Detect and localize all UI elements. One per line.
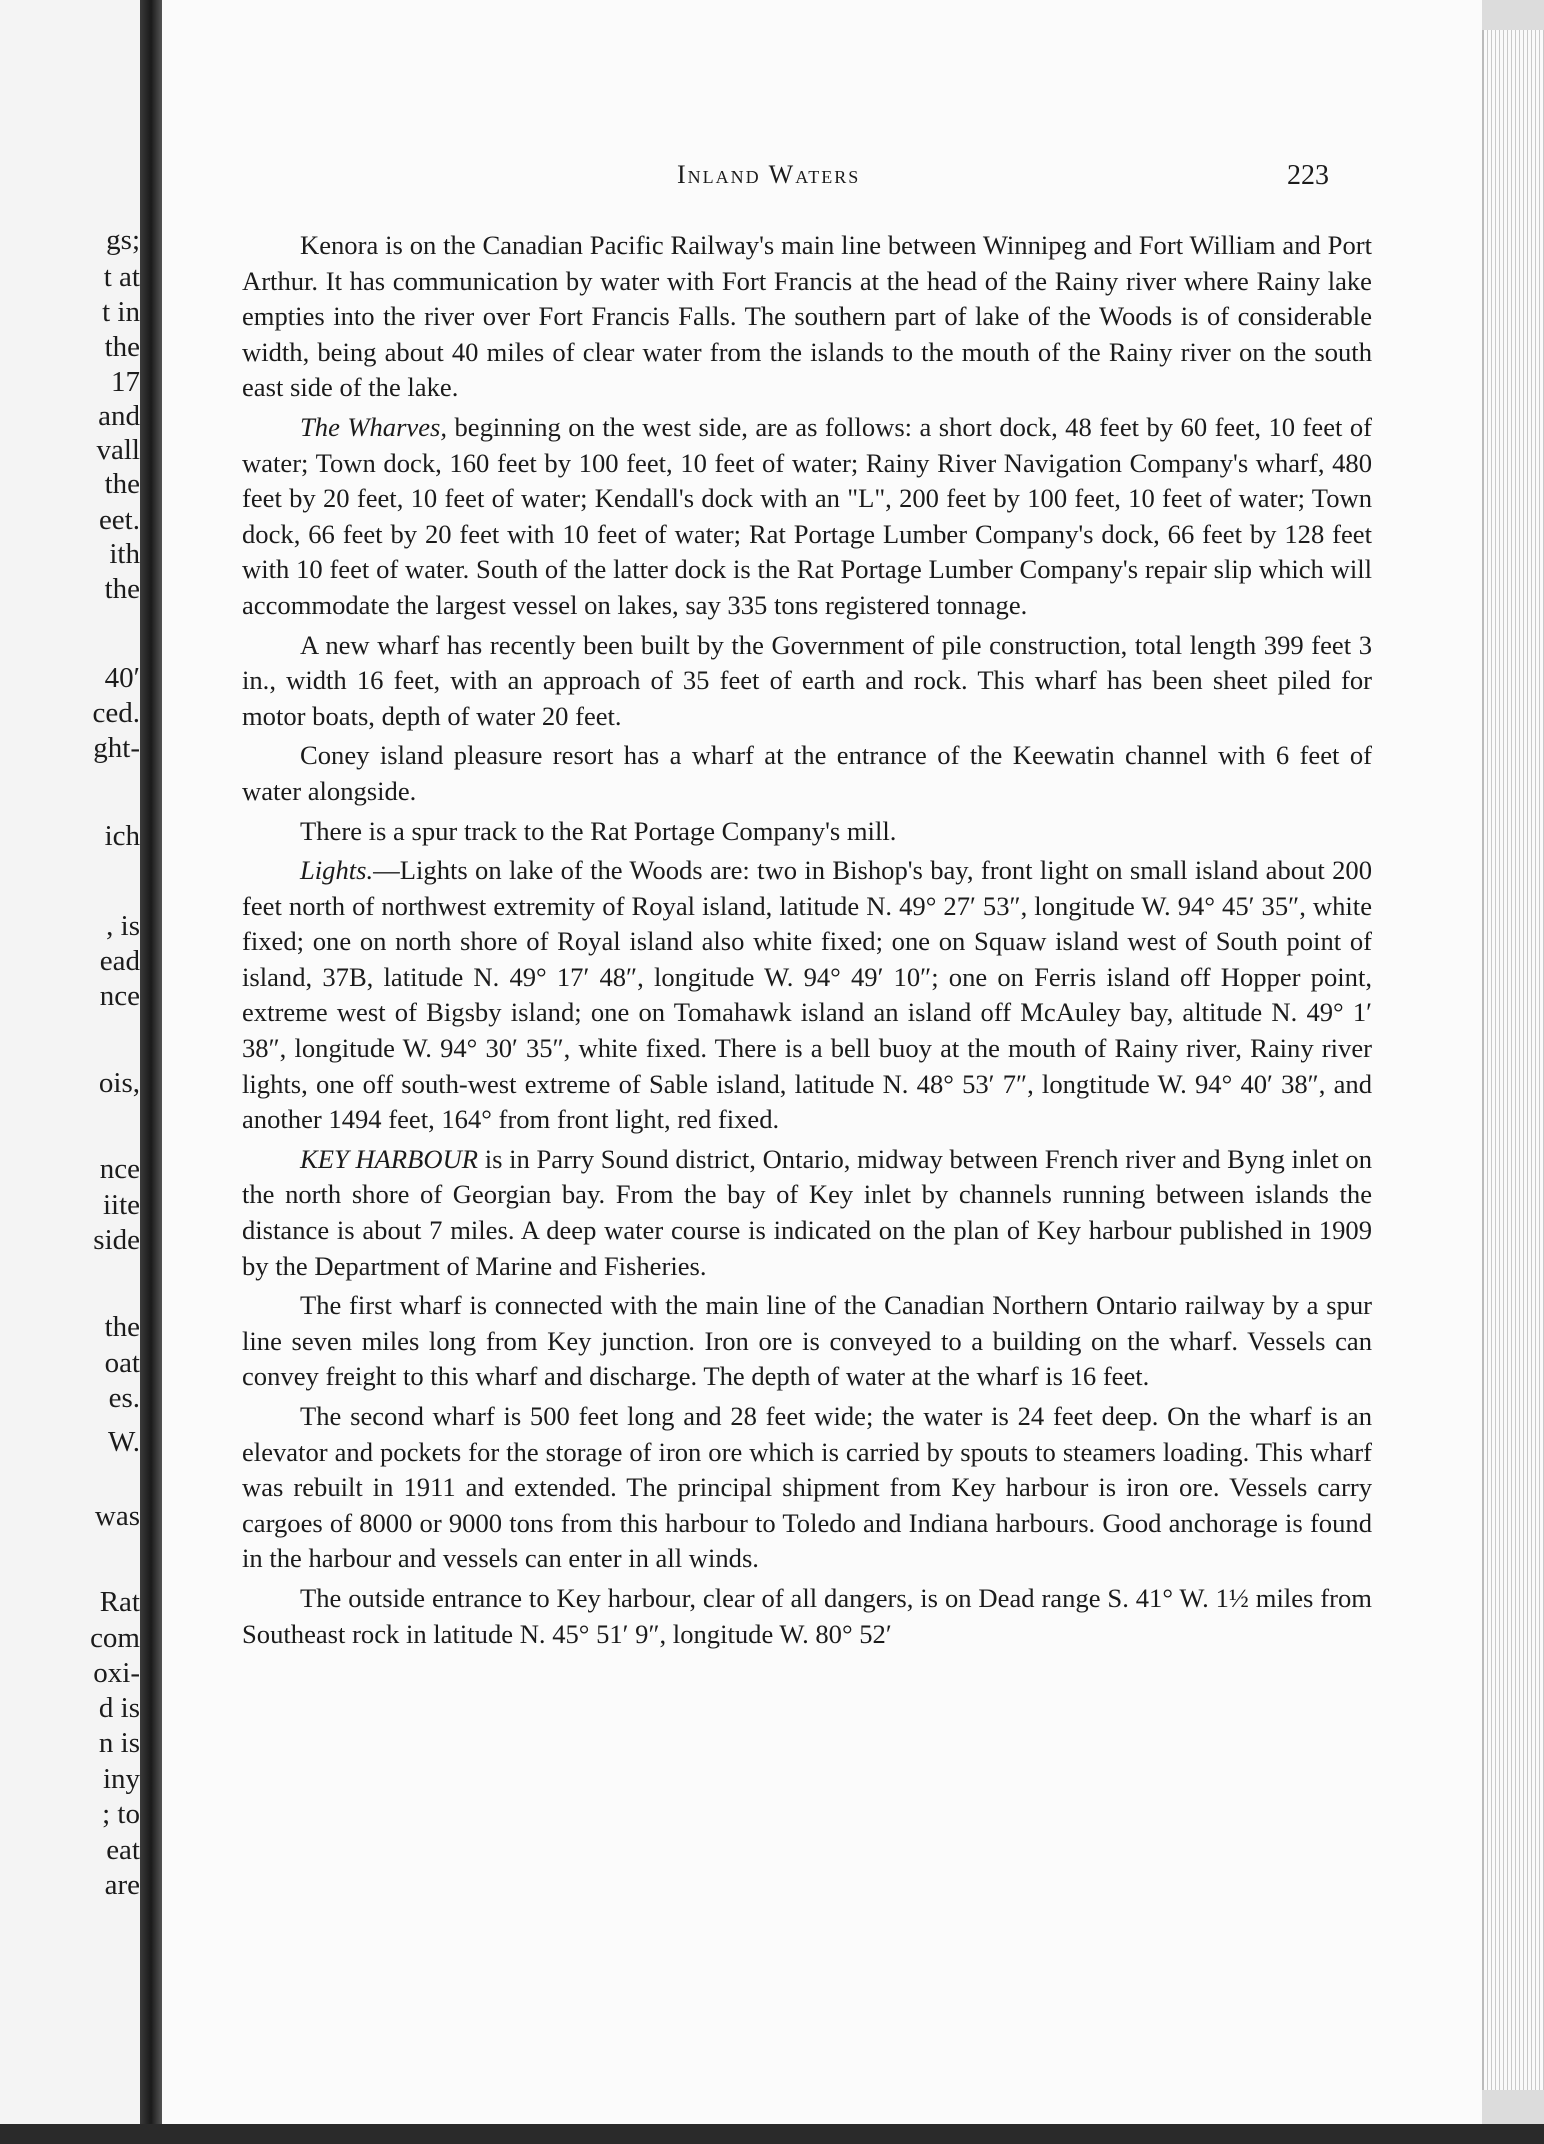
facing-page-fragment-line: was <box>94 1500 140 1532</box>
facing-page-fragment-line: the <box>104 573 140 605</box>
paragraph: The outside entrance to Key harbour, clear of all dangers, is on Dead range S. 41° W. 1½ miles from Southeast rock in latitude N. 45° 51′ 9″, longitude W. 80° 52′ <box>242 1582 1372 1649</box>
facing-page-fragment-line: ich <box>104 820 140 852</box>
facing-page-fragment-line: 17 <box>111 366 140 398</box>
facing-page-fragment-line: 40′ <box>104 662 140 694</box>
facing-page-fragment-line: iite <box>102 1189 140 1221</box>
facing-page-fragment-line: and <box>98 400 140 432</box>
facing-page-fragment-line: nce <box>99 1153 140 1185</box>
facing-page-fragment-line: oat <box>104 1347 140 1379</box>
facing-page-fragment-line: are <box>104 1869 140 1901</box>
facing-page-fragment-line: ith <box>109 538 140 570</box>
facing-page-fragment-line: ois, <box>98 1067 140 1099</box>
facing-page-fragment-line: W. <box>108 1426 140 1458</box>
facing-page-fragment-line: d is <box>98 1692 140 1724</box>
running-head: Inland Waters <box>677 160 861 189</box>
book-gutter <box>140 0 162 2144</box>
paragraph: Coney island pleasure resort has a wharf at the entrance of the Keewatin channel with 6 feet of water alongside. <box>242 740 1372 806</box>
facing-page-fragment-line: t in <box>102 296 140 328</box>
facing-page-fragment-line: ead <box>99 945 140 977</box>
facing-page-fragment-line: side <box>93 1224 140 1256</box>
page-number: 223 <box>1287 160 1329 191</box>
paragraph-lead: KEY HARBOUR <box>300 1143 479 1174</box>
facing-page-fragment-line: com <box>90 1622 140 1654</box>
page-edges <box>1482 30 1544 2090</box>
facing-page-fragment-line: , is <box>106 910 140 942</box>
paragraph: The Wharves, beginning on the west side, are as follows: a short dock, 48 feet by 60 feet, 10 feet of water; Town dock, 160 feet by 100 feet, 10 feet of water; Rainy River Navigation Company's wharf, 480 feet by 20 feet, 10 feet of water; Kendall's dock with an "L", 200 feet by 100 feet, 10 feet of water; Town dock, 66 feet by 20 feet with 10 feet of water; Rat Portage Lumber Company's dock, 66 feet by 128 feet with 10 feet of water. South of the latter dock is the Rat Portage Lumber Company's repair slip which will accommodate the largest vessel on lakes, say 335 tons registered tonnage. <box>242 411 1372 620</box>
facing-page-fragment-line: the <box>104 468 140 500</box>
paragraph-lead: Lights. <box>300 855 374 886</box>
facing-page-fragment <box>0 0 146 2144</box>
facing-page-fragment-line: iny <box>102 1763 140 1795</box>
facing-page-fragment-line: Rat <box>99 1586 140 1618</box>
paragraph-lead: The Wharves, <box>300 411 448 442</box>
facing-page-fragment-line: t at <box>103 261 140 293</box>
facing-page-fragment-line: the <box>104 331 140 363</box>
facing-page-fragment-line: gs; <box>106 224 140 256</box>
facing-page-fragment-line: es. <box>108 1382 140 1414</box>
facing-page-fragment-line: ght- <box>93 732 140 764</box>
facing-page-fragment-line: oxi- <box>93 1657 140 1689</box>
facing-page-fragment-line: vall <box>96 434 140 466</box>
scan-shadow <box>0 2124 1544 2144</box>
body-text <box>242 228 1372 1656</box>
paragraph: Kenora is on the Canadian Pacific Railway's main line between Winnipeg and Fort William and Port Arthur. It has communication by water with Fort Francis at the head of the Rainy river where Rainy lake empties into the river over Fort Francis Falls. The southern part of lake of the Woods is of considerable width, being about 40 miles of clear water from the islands to the mouth of the Rainy river on the south east side of the lake. <box>242 230 1372 403</box>
book-page <box>162 0 1482 2144</box>
page-header <box>162 160 1482 200</box>
facing-page-fragment-line: eat <box>106 1834 140 1866</box>
facing-page-fragment-line: eet. <box>98 504 140 536</box>
facing-page-fragment-line: the <box>104 1311 140 1343</box>
facing-page-fragment-line: n is <box>98 1727 140 1759</box>
paragraph: A new wharf has recently been built by the Government of pile construction, total length 399 feet 3 in., width 16 feet, with an approach of 35 feet of earth and rock. This wharf has been sheet piled for motor boats, depth of water 20 feet. <box>242 629 1372 731</box>
facing-page-fragment-line: nce <box>99 980 140 1012</box>
paragraph: KEY HARBOUR is in Parry Sound district, Ontario, midway between French river and Byng inlet on the north shore of Georgian bay. From the bay of Key inlet by channels running between islands the distance is about 7 miles. A deep water course is indicated on the plan of Key harbour published in 1909 by the Department of Marine and Fisheries. <box>242 1143 1373 1281</box>
paragraph: There is a spur track to the Rat Portage Company's mill. <box>300 815 897 846</box>
facing-page-fragment-line: ced. <box>92 697 140 729</box>
paragraph: Lights.—Lights on lake of the Woods are: two in Bishop's bay, front light on small island about 200 feet north of northwest extremity of Royal island, latitude N. 49° 27′ 53″, longitude W. 94° 45′ 35″, white fixed; one on north shore of Royal island also white fixed; one on Squaw island west of South point of island, 37B, latitude N. 49° 17′ 48″, longitude W. 94° 49′ 10″; one on Ferris island off Hopper point, extreme west of Bigsby island; one on Tomahawk island an island off McAuley bay, altitude N. 49° 1′ 38″, longitude W. 94° 30′ 35″, white fixed. There is a bell buoy at the mouth of Rainy river, Rainy river lights, one off south-west extreme of Sable island, latitude N. 48° 53′ 7″, longtitude W. 94° 40′ 38″, and another 1494 feet, 164° from front light, red fixed. <box>242 855 1372 1135</box>
facing-page-fragment-line: ; to <box>102 1798 140 1830</box>
paragraph: The second wharf is 500 feet long and 28 feet wide; the water is 24 feet deep. On the wharf is an elevator and pockets for the storage of iron ore which is carried by spouts to steamers loading. This wharf was rebuilt in 1911 and extended. The principal shipment from Key harbour is iron ore. Vessels carry cargoes of 8000 or 9000 tons from this harbour to Toledo and Indiana harbours. Good anchorage is found in the harbour and vessels can enter in all winds. <box>242 1401 1372 1574</box>
paragraph: The first wharf is connected with the main line of the Canadian Northern Ontario railway by a spur line seven miles long from Key junction. Iron ore is conveyed to a building on the wharf. Vessels can convey freight to this wharf and discharge. The depth of water at the wharf is 16 feet. <box>242 1290 1372 1392</box>
